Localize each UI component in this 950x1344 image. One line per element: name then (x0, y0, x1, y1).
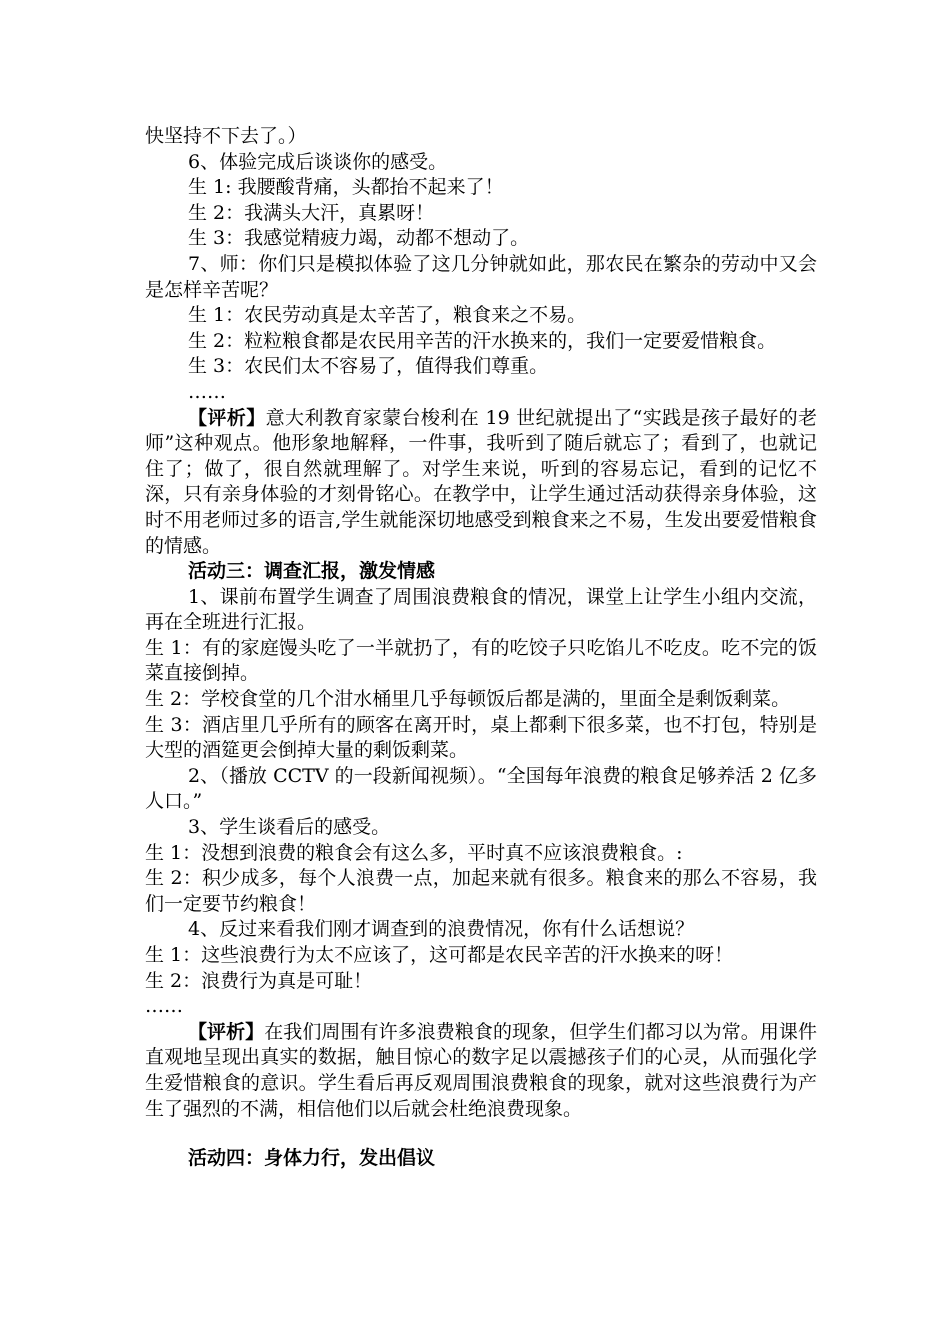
paragraph: 生 2：粒粒粮食都是农民用辛苦的汗水换来的，我们一定要爱惜粮食。 (188, 329, 777, 352)
review-label: 【评析】 (188, 406, 266, 429)
section-heading: 活动四：身体力行，发出倡议 (188, 1147, 436, 1170)
text-line: 生 1: 我腰酸背痛，头都抬不起来了！ (188, 176, 504, 199)
text-line: 3、学生谈看后的感受。 (188, 816, 391, 839)
text-line: 生 1：没想到浪费的粮食会有这么多，平时真不应该浪费粮食。: (145, 841, 683, 864)
ellipsis: …… (145, 995, 183, 1018)
review-label: 【评析】 (188, 1020, 265, 1043)
document-body (145, 124, 817, 1172)
paragraph: 生 2：积少成多，每个人浪费一点，加起来就有很多。粮食来的那么不容易，我们一定要节约粮食！ (145, 867, 817, 915)
paragraph: 7、师：你们只是模拟体验了这几分钟就如此，那农民在繁杂的劳动中又会是怎样辛苦呢？ (145, 252, 817, 301)
text-line: 生 3：农民们太不容易了，值得我们尊重。 (188, 355, 549, 378)
paragraph: 生 1：有的家庭馒头吃了一半就扔了，有的吃饺子只吃馅儿不吃皮。吃不完的饭菜直接倒掉。 (145, 636, 817, 685)
text-line: 生 1：这些浪费行为太不应该了，这可都是农民辛苦的汗水换来的呀！ (145, 944, 734, 966)
review-paragraph (145, 1020, 817, 1122)
text-line: 快坚持不下去了。） (145, 125, 307, 147)
paragraph: 1、课前布置学生调查了周围浪费粮食的情况，课堂上让学生小组内交流，再在全班进行汇报。 (145, 585, 817, 634)
text-line: 6、体验完成后谈谈你的感受。 (188, 150, 448, 173)
paragraph: 2、（播放 CCTV 的一段新闻视频）。“全国每年浪费的粮食足够养活 2 亿多人口。” (145, 764, 817, 813)
text-line: 生 3：我感觉精疲力竭，动都不想动了。 (188, 227, 530, 250)
ellipsis: …… (188, 380, 226, 403)
review-text: 在我们周围有许多浪费粮食的现象，但学生们都习以为常。用课件直观地呈现出真实的数据，触目惊心的数字足以震撼孩子们的心灵，从而强化学生爱惜粮食的意识。学生看后再反观周围浪费粮食的现象，就对这些浪费行为产生了强烈的不满，相信他们以后就会杜绝浪费现象。 (145, 1020, 817, 1120)
review-paragraph (145, 406, 817, 560)
spacer (145, 1122, 817, 1146)
paragraph: 生 3：酒店里几乎所有的顾客在离开时，桌上都剩下很多菜，也不打包，特别是大型的酒筵更会倒掉大量的剩饭剩菜。 (145, 713, 817, 762)
review-text: 意大利教育家蒙台梭利在 19 世纪就提出了“实践是孩子最好的老师”这种观点。他形象地解释，一件事，我听到了随后就忘了；看到了，也就记住了；做了，很自然就理解了。对学生来说，听到的容易忘记，看到的记忆不深，只有亲身体验的才刻骨铭心。在教学中，让学生通过活动获得亲身体验，这时不用老师过多的语言,学生就能深切地感受到粮食来之不易，生发出要爱惜粮食的情感。 (145, 406, 817, 557)
text-line: 4、反过来看我们刚才调查到的浪费情况，你有什么话想说？ (188, 918, 695, 941)
paragraph: 生 2：学校食堂的几个泔水桶里几乎每顿饭后都是满的，里面全是剩饭剩菜。 (145, 688, 791, 711)
section-heading: 活动三：调查汇报，激发情感 (188, 560, 436, 583)
text-line: 生 2：我满头大汗，真累呀！ (188, 201, 435, 224)
text-line: 生 1：农民劳动真是太辛苦了，粮食来之不易。 (188, 304, 587, 327)
text-line: 生 2：浪费行为真是可耻！ (145, 969, 373, 992)
